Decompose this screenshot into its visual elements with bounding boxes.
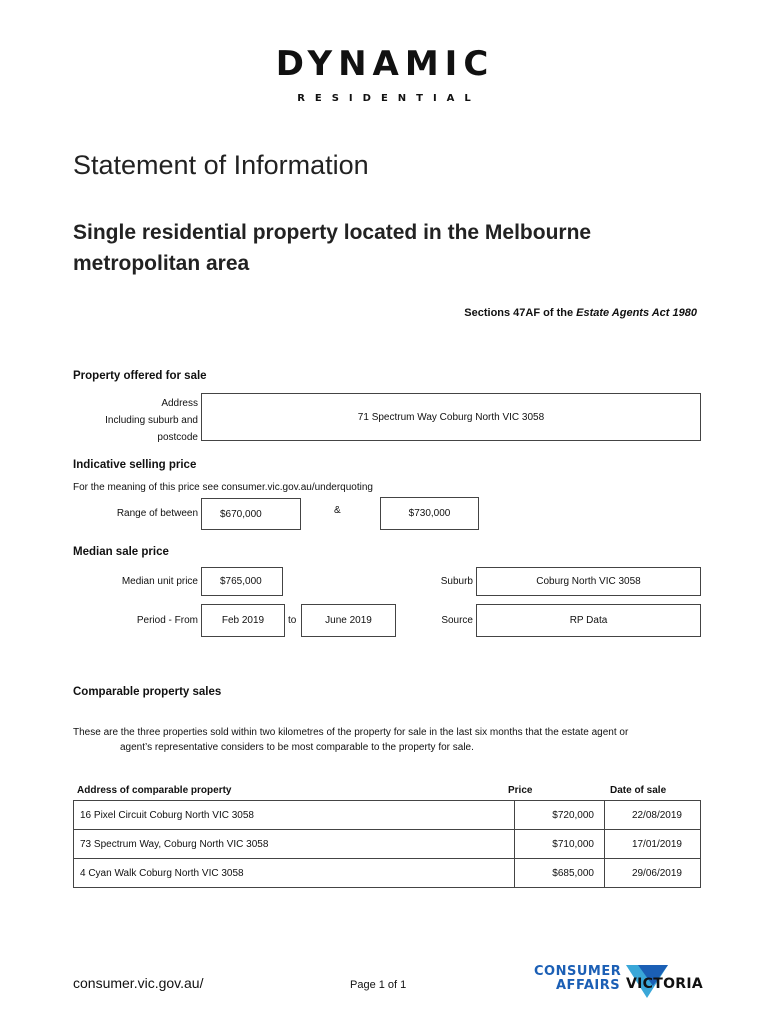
- period-from-field: Feb 2019: [201, 604, 285, 637]
- source-field: RP Data: [476, 604, 701, 637]
- address-label: [73, 395, 198, 446]
- document-title: Statement of Information: [73, 150, 369, 180]
- row-address: 16 Pixel Circuit Coburg North VIC 3058: [74, 801, 515, 830]
- dynamic-logo-wordmark: DYNAMIC: [275, 44, 495, 84]
- table-row: [74, 801, 701, 830]
- suburb-field: Coburg North VIC 3058: [476, 567, 701, 596]
- period-to-label: to: [288, 615, 297, 626]
- underquoting-note: For the meaning of this price see consumer.vic.gov.au/underquoting: [73, 482, 373, 493]
- median-unit-field: $765,000: [201, 567, 283, 596]
- col-header-date: Date of sale: [610, 785, 667, 796]
- period-label: Period - From: [136, 615, 198, 626]
- median-unit-label: Median unit price: [121, 576, 198, 587]
- price-low-field: $670,000: [201, 498, 301, 530]
- comparable-description-line-2: agent’s representative considers to be most comparable to the property for sale.: [120, 742, 474, 753]
- consumer-affairs-victoria-logo: [534, 962, 709, 1004]
- row-date: 22/08/2019: [605, 801, 701, 830]
- row-price: $685,000: [515, 859, 605, 888]
- table-row: [74, 859, 701, 888]
- address-label-line-2: Including suburb and: [105, 415, 198, 426]
- row-price: $720,000: [515, 801, 605, 830]
- row-date: 17/01/2019: [605, 830, 701, 859]
- page-number: Page 1 of 1: [350, 979, 407, 991]
- comparable-description-line-1: These are the three properties sold within two kilometres of the property for sale in the last six months that the estate agent or: [73, 727, 629, 738]
- cav-victoria-text: VICTORIA: [626, 976, 703, 992]
- suburb-label: Suburb: [440, 576, 473, 587]
- range-ampersand: &: [334, 505, 341, 516]
- col-header-price: Price: [508, 785, 533, 796]
- col-header-address: Address of comparable property: [77, 785, 232, 796]
- property-offered-heading: Property offered for sale: [73, 370, 207, 382]
- period-to-field: June 2019: [301, 604, 396, 637]
- comparable-sales-heading: Comparable property sales: [73, 686, 222, 698]
- dynamic-logo-subtitle: RESIDENTIAL: [297, 93, 481, 104]
- source-label: Source: [441, 615, 473, 626]
- act-name: Estate Agents Act 1980: [576, 307, 697, 319]
- address-field: 71 Spectrum Way Coburg North VIC 3058: [201, 393, 701, 441]
- cav-consumer-text: CONSUMER: [534, 964, 622, 979]
- table-row: [74, 830, 701, 859]
- range-label: Range of between: [116, 508, 198, 519]
- comparable-description: [73, 725, 713, 755]
- row-date: 29/06/2019: [605, 859, 701, 888]
- comparable-sales-table: [73, 800, 701, 888]
- indicative-price-heading: Indicative selling price: [73, 459, 197, 471]
- price-high-field: $730,000: [380, 497, 479, 530]
- legislation-prefix: Sections 47AF of the: [464, 307, 577, 319]
- address-label-line-3: postcode: [157, 432, 198, 443]
- median-price-heading: Median sale price: [73, 546, 169, 558]
- address-label-line-1: Address: [161, 398, 198, 409]
- document-subtitle: Single residential property located in the Melbourne metropolitan area: [73, 221, 592, 275]
- row-address: 4 Cyan Walk Coburg North VIC 3058: [74, 859, 515, 888]
- cav-affairs-text: AFFAIRS: [556, 978, 621, 993]
- row-address: 73 Spectrum Way, Coburg North VIC 3058: [74, 830, 515, 859]
- row-price: $710,000: [515, 830, 605, 859]
- legislation-reference: [464, 307, 697, 319]
- footer-url[interactable]: consumer.vic.gov.au/: [73, 975, 204, 991]
